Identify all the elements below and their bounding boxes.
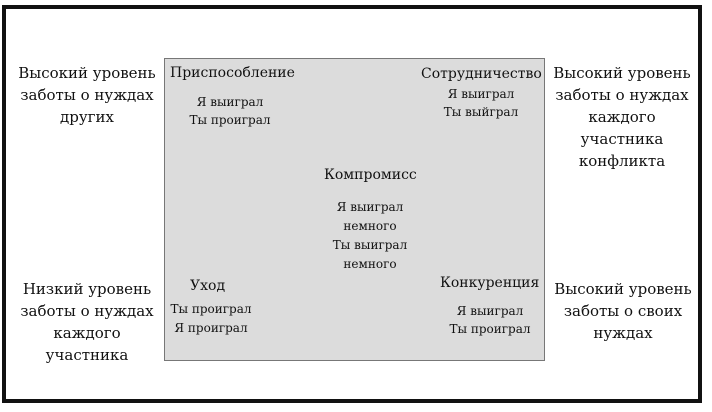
competition-line-2: Ты проиграл [449, 322, 531, 336]
accommodation-title: Приспособление [170, 65, 295, 81]
right-top-label: Высокий уровень заботы о нуждах каждого участника конфликта [553, 64, 691, 170]
collaboration-line-2: Ты выйграл [443, 105, 519, 119]
left-bottom-label: Низкий уровень заботы о нуждах каждого участника [20, 280, 154, 364]
compromise-line-1: Я выиграл [336, 200, 404, 214]
avoidance-line-1: Ты проиграл [170, 302, 252, 316]
competition-line-1: Я выиграл [456, 304, 524, 318]
collaboration-line-1: Я выиграл [447, 87, 515, 101]
accommodation-line-2: Ты проиграл [189, 113, 271, 127]
accommodation-line-1: Я выиграл [196, 95, 264, 109]
compromise-line-2: немного [343, 219, 397, 233]
compromise-title: Компромисс [324, 167, 417, 183]
collaboration-title: Сотрудничество [421, 66, 542, 82]
conflict-styles-box [164, 58, 545, 361]
right-bottom-label: Высокий уровень заботы о своих нуждах [554, 280, 692, 342]
left-top-label: Высокий уровень заботы о нуждах других [18, 64, 156, 126]
competition-title: Конкуренция [440, 275, 540, 291]
avoidance-line-2: Я проиграл [174, 321, 248, 335]
compromise-line-4: немного [343, 257, 397, 271]
compromise-line-3: Ты выиграл [332, 238, 408, 252]
avoidance-title: Уход [190, 278, 226, 294]
